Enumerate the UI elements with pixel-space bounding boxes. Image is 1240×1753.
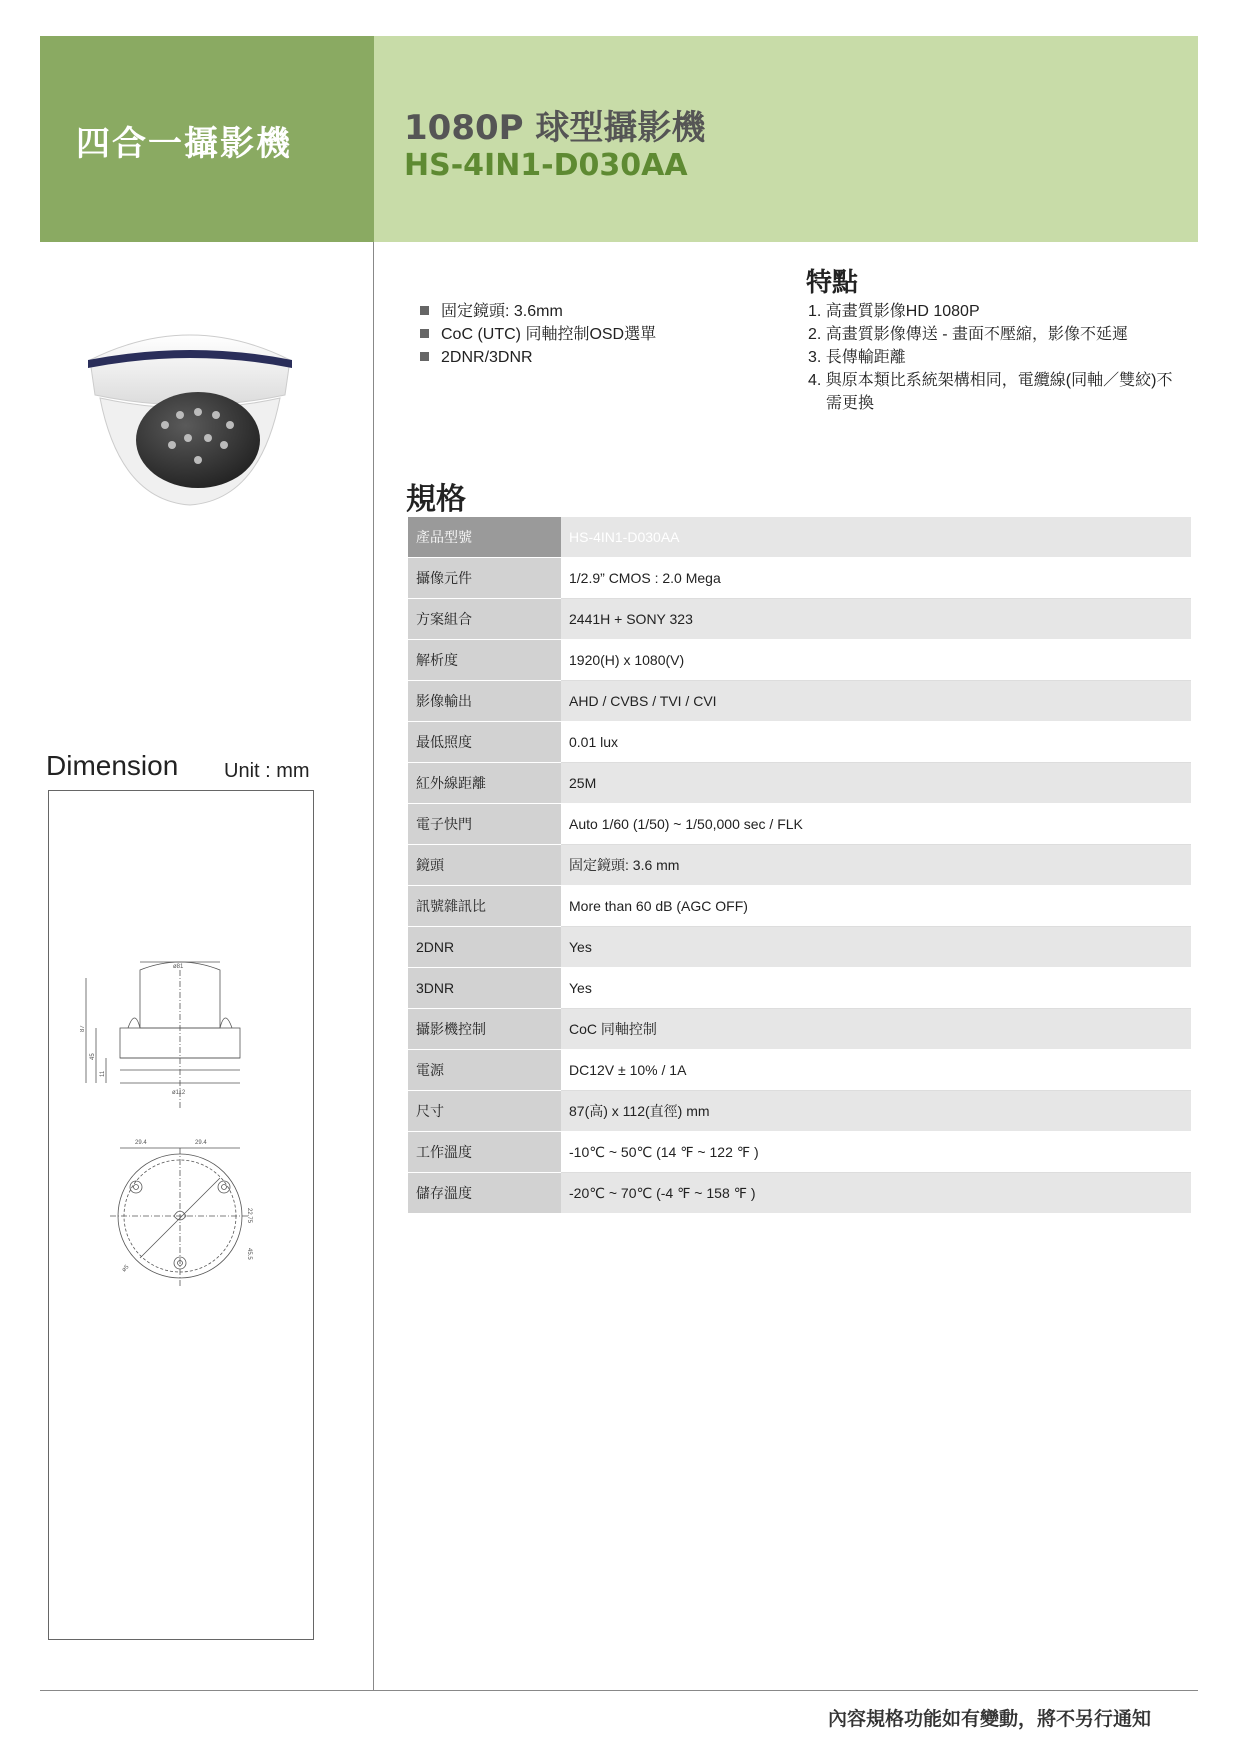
category-banner	[40, 36, 374, 242]
spec-label: 電源	[408, 1050, 561, 1091]
column-divider	[373, 242, 374, 1690]
spec-label: 尺寸	[408, 1091, 561, 1132]
spec-row	[408, 1050, 1191, 1091]
spec-row	[408, 517, 1191, 558]
spec-row	[408, 1091, 1191, 1132]
spec-label: 鏡頭	[408, 845, 561, 886]
spec-value: HS-4IN1-D030AA	[561, 517, 1191, 558]
feature-list	[420, 300, 656, 369]
dimension-heading: Dimension	[46, 750, 179, 781]
spec-row	[408, 1173, 1191, 1214]
category-title: 四合一攝影機	[76, 124, 292, 164]
hole-offset: 22.75	[246, 1208, 252, 1224]
highlight-item: 2. 高畫質影像傳送 - 畫面不壓縮，影像不延遲	[808, 326, 1129, 343]
spec-row	[408, 558, 1191, 599]
product-banner	[374, 36, 1198, 242]
bullet-square-icon	[420, 352, 429, 361]
spec-label: 方案組合	[408, 599, 561, 640]
hole-diameter: ø5	[121, 1264, 131, 1274]
bullet-square-icon	[420, 329, 429, 338]
spec-label: 電子快門	[408, 804, 561, 845]
highlight-item: 1. 高畫質影像HD 1080P	[808, 303, 980, 320]
dimension-drawing	[80, 958, 280, 1328]
product-model: HS-4IN1-D030AA	[404, 148, 688, 183]
spec-value: Yes	[561, 968, 1191, 1009]
spec-table	[408, 517, 1191, 1214]
spec-row	[408, 722, 1191, 763]
spec-value: 2441H + SONY 323	[561, 599, 1191, 640]
spec-label: 產品型號	[408, 517, 561, 558]
spec-row	[408, 886, 1191, 927]
feature-item: 2DNR/3DNR	[420, 346, 656, 369]
bullet-square-icon	[420, 306, 429, 315]
spec-label: 工作溫度	[408, 1132, 561, 1173]
feature-item: CoC (UTC) 同軸控制OSD選單	[420, 323, 656, 346]
side-bottom-diameter: ø112	[172, 1090, 186, 1096]
spec-value: 固定鏡頭: 3.6 mm	[561, 845, 1191, 886]
highlight-item: 4. 與原本類比系統架構相同，電纜線(同軸／雙絞)不需更換	[808, 372, 1173, 412]
spec-heading: 規格	[406, 482, 466, 517]
spec-label: 影像輸出	[408, 681, 561, 722]
height-total: 87	[80, 1025, 86, 1032]
spec-row	[408, 845, 1191, 886]
spec-label: 攝像元件	[408, 558, 561, 599]
spec-value: Auto 1/60 (1/50) ~ 1/50,000 sec / FLK	[561, 804, 1191, 845]
spec-label: 2DNR	[408, 927, 561, 968]
spec-label: 3DNR	[408, 968, 561, 1009]
hole-span: 45.5	[246, 1248, 252, 1260]
spec-value: -10℃ ~ 50℃ (14 ℉ ~ 122 ℉ )	[561, 1132, 1191, 1173]
spec-row	[408, 968, 1191, 1009]
spec-value: 1920(H) x 1080(V)	[561, 640, 1191, 681]
feature-item: 固定鏡頭: 3.6mm	[420, 300, 656, 323]
spec-label: 紅外線距離	[408, 763, 561, 804]
footer-divider	[40, 1690, 1198, 1691]
spec-label: 訊號雜訊比	[408, 886, 561, 927]
spec-value: 1/2.9” CMOS : 2.0 Mega	[561, 558, 1191, 599]
spec-row	[408, 681, 1191, 722]
product-title: 1080P 球型攝影機	[404, 108, 706, 148]
spec-value: DC12V ± 10% / 1A	[561, 1050, 1191, 1091]
top-right-offset: 29.4	[195, 1140, 207, 1146]
spec-value: AHD / CVBS / TVI / CVI	[561, 681, 1191, 722]
side-top-diameter: ø81	[173, 964, 184, 970]
spec-row	[408, 1009, 1191, 1050]
spec-value: -20℃ ~ 70℃ (-4 ℉ ~ 158 ℉ )	[561, 1173, 1191, 1214]
spec-row	[408, 640, 1191, 681]
top-left-offset: 29.4	[135, 1140, 147, 1146]
spec-row	[408, 804, 1191, 845]
spec-value: CoC 同軸控制	[561, 1009, 1191, 1050]
spec-label: 攝影機控制	[408, 1009, 561, 1050]
spec-value: 87(高) x 112(直徑) mm	[561, 1091, 1191, 1132]
unit-label: Unit : mm	[224, 760, 310, 782]
spec-value: Yes	[561, 927, 1191, 968]
spec-value: More than 60 dB (AGC OFF)	[561, 886, 1191, 927]
spec-row	[408, 927, 1191, 968]
height-mid: 45	[90, 1053, 96, 1060]
spec-label: 儲存溫度	[408, 1173, 561, 1214]
footer-note: 內容規格功能如有變動，將不另行通知	[828, 1708, 1152, 1730]
height-base: 11	[100, 1070, 106, 1077]
spec-row	[408, 763, 1191, 804]
spec-value: 0.01 lux	[561, 722, 1191, 763]
dome-camera-photo	[80, 320, 300, 520]
spec-value: 25M	[561, 763, 1191, 804]
spec-row	[408, 1132, 1191, 1173]
spec-row	[408, 599, 1191, 640]
spec-label: 解析度	[408, 640, 561, 681]
highlights-list	[808, 300, 1188, 415]
spec-label: 最低照度	[408, 722, 561, 763]
highlight-item: 3. 長傳輸距離	[808, 349, 906, 366]
features-heading: 特點	[806, 268, 859, 298]
